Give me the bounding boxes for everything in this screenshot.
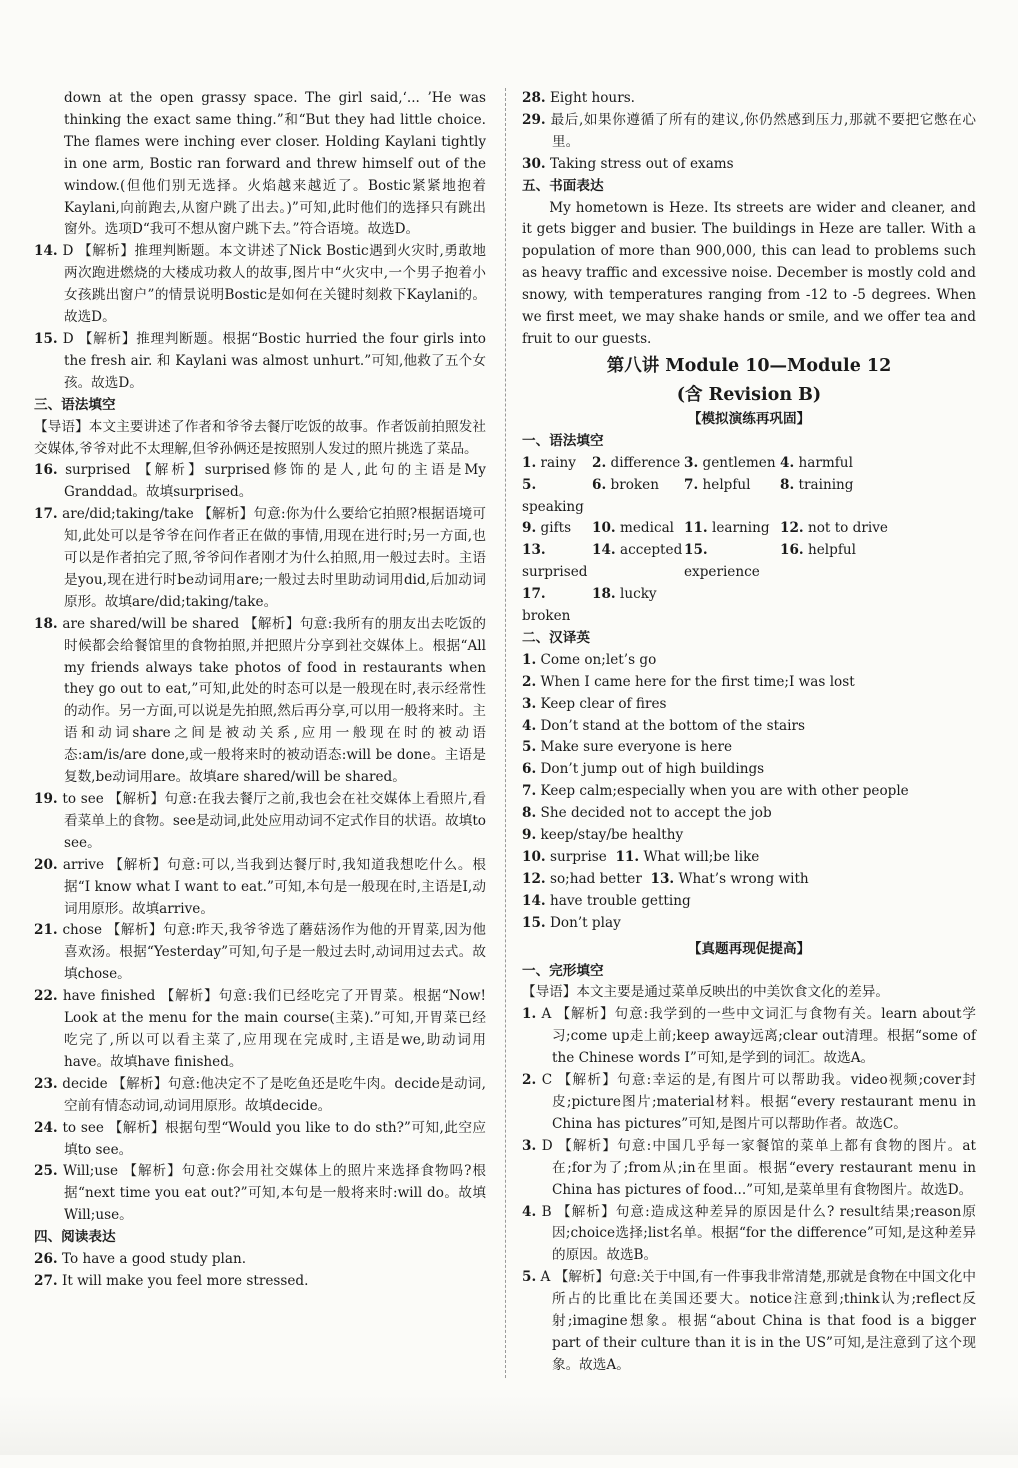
answer-item: 19. to see 【解析】句意:在我去餐厅之前,我也会在社交媒体上看照片,看看菜单上的食物。see是动词,此处应用动词不定式作目的状语。故填to see。 — [34, 791, 486, 851]
grammar-answer: 18. lucky — [592, 586, 657, 603]
answer-item: 29. 最后,如果你遵循了所有的建议,你仍然感到压力,那就不要把它憋在心里。 — [522, 111, 976, 150]
translate-item: 1. Come on;let’s go — [522, 651, 657, 668]
answer-item: 25. Will;use 【解析】句意:你会用社交媒体上的照片来选择食物吗?根据“next time you eat out?”可知,本句是一般将来时:will do。故填Will;use。 — [34, 1163, 486, 1224]
section-heading: 五、书面表达 — [522, 177, 604, 194]
translate-item: 5. Make sure everyone is here — [522, 739, 732, 756]
cloze-item: 2. C 【解析】句意:幸运的是,有图片可以帮助我。video视频;cover封皮;picture图片;material材料。根据“every restaurant menu in China has pictures”可知,是图片可以帮助作者。故选C。 — [522, 1072, 976, 1132]
cloze-item: 1. A 【解析】句意:我学到的一些中文词汇与食物有关。learn about学习;come up走上前;keep away远离;clear out清理。根据“some of the Chinese words I”可知,是学到的词汇。故选A。 — [522, 1006, 976, 1067]
grammar-answer: 8. training — [780, 476, 854, 493]
grammar-answer: 1. rainy — [522, 454, 576, 471]
grammar-answer: 11. learning — [684, 520, 770, 537]
cloze-item: 3. D 【解析】句意:中国几乎每一家餐馆的菜单上都有食物的图片。at在;for为了;from从;in在里面。根据“every restaurant menu in China has pictures of food...”可知,是菜单里有食物图片。故选D。 — [522, 1137, 976, 1198]
practice-title: 【模拟演练再巩固】 — [687, 410, 811, 427]
answer-item: 16. surprised 【解析】surprised修饰的是人,此句的主语是My Granddad。故填surprised。 — [34, 462, 486, 501]
translate-item: 7. Keep calm;especially when you are with other people — [522, 783, 909, 800]
lesson-subtitle: (含 Revision B) — [676, 384, 822, 405]
answer-item: 26. To have a good study plan. — [34, 1251, 247, 1268]
grammar-answer: 6. broken — [592, 476, 659, 493]
translate-item: 2. When I came here for the first time;I was lost — [522, 673, 855, 690]
cloze-item: 4. B 【解析】句意:造成这种差异的原因是什么? result结果;reason原因;choice选择;list名单。根据“for the difference”可知,是这种差异的原因。故选B。 — [522, 1203, 976, 1264]
grammar-answer: 4. harmful — [780, 454, 853, 471]
translate-item: 6. Don’t jump out of high buildings — [522, 761, 765, 778]
answer-item: 20. arrive 【解析】句意:可以,当我到达餐厅时,我知道我想吃什么。根据“I know what I want to eat.”可知,本句是一般现在时,主语是I,动词用原形。故填arrive。 — [34, 856, 486, 917]
guide-text: 【导语】本文主要是通过菜单反映出的中美饮食文化的差异。 — [522, 984, 890, 1001]
grammar-answer: 13. surprised — [522, 542, 588, 581]
lesson-title: 第八讲 Module 10—Module 12 — [606, 355, 892, 376]
grammar-answer: 9. gifts — [522, 520, 572, 537]
grammar-answer: 14. accepted — [592, 542, 683, 559]
translate-item: 3. Keep clear of fires — [522, 695, 667, 712]
answer-item: 27. It will make you feel more stressed. — [34, 1272, 309, 1289]
answer-item: 22. have finished 【解析】句意:我们已经吃完了开胃菜。根据“Now! Look at the menu for the main course(主菜).”可知,开胃菜已经吃完了,所以可以看主菜了,应用现在完成时,主语是we,助动词用have。故填have finished。 — [34, 988, 486, 1070]
grammar-answer: 16. helpful — [780, 542, 856, 559]
grammar-answer: 7. helpful — [684, 476, 751, 493]
translate-item: 9. keep/stay/be healthy — [522, 827, 684, 844]
translate-item: 14. have trouble getting — [522, 892, 691, 909]
answer-item: 18. are shared/will be shared 【解析】句意:我所有的朋友出去吃饭的时候都会给餐馆里的食物拍照,并把照片分享到社交媒体上。根据“All my friends always take photos of food in restaurants when they go out to eat,”可知,此处的时态可以是一般现在时,表示经常性的动作。另一方面,可以说是先拍照,然后再分享,可以用一般将来时。主语和动词share之间是被动关系,应用一般现在时的被动语态:am/is/are done,或一般将来时的被动语态:will be done。主语是复数,be动词用are。故填are shared/will be shared。 — [34, 615, 486, 786]
translate-pair: 12. so;had better 13. What’s wrong with — [522, 870, 809, 887]
translate-item: 8. She decided not to accept the job — [522, 805, 772, 822]
answer-item: 14. D 【解析】推理判断题。本文讲述了Nick Bostic遇到火灾时,勇敢地两次跑进燃烧的大楼成功救人的故事,图片中“火灾中,一个男子抱着小女孩跳出窗户”的情景说明Bostic是如何在关键时刻救下Kaylani的。故选D。 — [34, 243, 486, 326]
section-heading: 一、完形填空 — [522, 962, 604, 979]
cloze-item: 5. A 【解析】句意:关于中国,有一件事我非常清楚,那就是食物在中国文化中所占的比重比在美国还要大。notice注意到;think认为;reflect反射;imagine想象。根据“about China is that food is a bigger part of their culture than it is in the US”可知,是注意到了这个现象。故选A。 — [522, 1269, 977, 1373]
grammar-answer: 15. experience — [684, 542, 760, 581]
column-divider — [505, 88, 506, 1378]
continued-explanation: down at the open grassy space. The girl said,‘... ’He was thinking the exact same thing.”和“But they had little choice. The flames were inching ever closer. Holding Kaylani tightly in one arm, Bostic ran forward and threw himself out of the window.(但他们别无选择。火焰越来越近了。Bostic紧紧地抱着Kaylani,向前跑去,从窗户跳了出去。)”可知,此时他们的选择只有跳出窗外。选项D“我可不想从窗户跳下去。”符合语境。故选D。 — [64, 90, 486, 238]
translate-item: 4. Don’t stand at the bottom of the stairs — [522, 717, 805, 734]
grammar-answer: 10. medical — [592, 520, 675, 537]
guide-text: 【导语】本文主要讲述了作者和爷爷去餐厅吃饭的故事。作者饭前拍照发社交媒体,爷爷对此不太理解,但爷孙俩还是按照别人发过的照片挑选了菜品。 — [34, 418, 486, 457]
answer-item: 28. Eight hours. — [522, 90, 635, 106]
section-heading: 二、汉译英 — [522, 629, 590, 646]
answer-item: 15. D 【解析】推理判断题。根据“Bostic hurried the four girls into the fresh air. 和 Kaylani was almost unhurt.”可知,他救了五个女孩。故选D。 — [34, 330, 486, 391]
grammar-answers — [522, 453, 976, 628]
section-heading: 四、阅读表达 — [34, 1229, 116, 1246]
grammar-answer: 12. not to drive — [780, 520, 888, 537]
section-heading: 三、语法填空 — [34, 396, 116, 413]
answer-item: 21. chose 【解析】句意:昨天,我爷爷选了蘑菇汤作为他的开胃菜,因为他喜欢汤。根据“Yesterday”可知,句子是一般过去时,动词用过去式。故填chose。 — [34, 922, 486, 983]
grammar-answer: 2. difference — [592, 454, 681, 471]
right-column — [522, 88, 976, 1377]
left-column — [34, 88, 486, 1293]
answer-item: 30. Taking stress out of exams — [522, 155, 734, 172]
grammar-answer: 3. gentlemen — [684, 454, 776, 471]
translate-item: 15. Don’t play — [522, 914, 621, 931]
answer-item: 24. to see 【解析】根据句型“Would you like to do sth?”可知,此空应填to see。 — [34, 1119, 487, 1158]
real-exam-title: 【真题再现促提高】 — [687, 940, 811, 957]
grammar-answer: 17. broken — [522, 586, 571, 625]
page-bottom-shade — [0, 1395, 1018, 1455]
answer-item: 17. are/did;taking/take 【解析】句意:你为什么要给它拍照?根据语境可知,此处可以是爷爷在问作者正在做的事情,用现在进行时;另一方面,也可以是作者拍完了照,爷爷问作者刚才为什么拍照,用一般过去时。主语是you,现在进行时be动词用are;一般过去时里助动词用did,后加动词原形。故填are/did;taking/take。 — [34, 506, 486, 610]
answer-item: 23. decide 【解析】句意:他决定不了是吃鱼还是吃牛肉。decide是动词,空前有情态动词,动词用原形。故填decide。 — [34, 1075, 486, 1114]
section-heading: 一、语法填空 — [522, 432, 604, 449]
grammar-answer: 5. speaking — [522, 476, 584, 515]
translate-pair: 10. surprise 11. What will;be like — [522, 849, 760, 865]
model-essay: My hometown is Heze. Its streets are wider and cleaner, and it gets bigger and busier. The buildings in Heze are taller. With a population of more than 900,000, this can lead to problems such as heavy traffic and excessive noise. December is mostly cold and snowy, with temperatures ranging from -12 to -5 degrees. When we first meet, we may shake hands or smile, and we offer tea and fruit to our guests. — [522, 199, 976, 347]
